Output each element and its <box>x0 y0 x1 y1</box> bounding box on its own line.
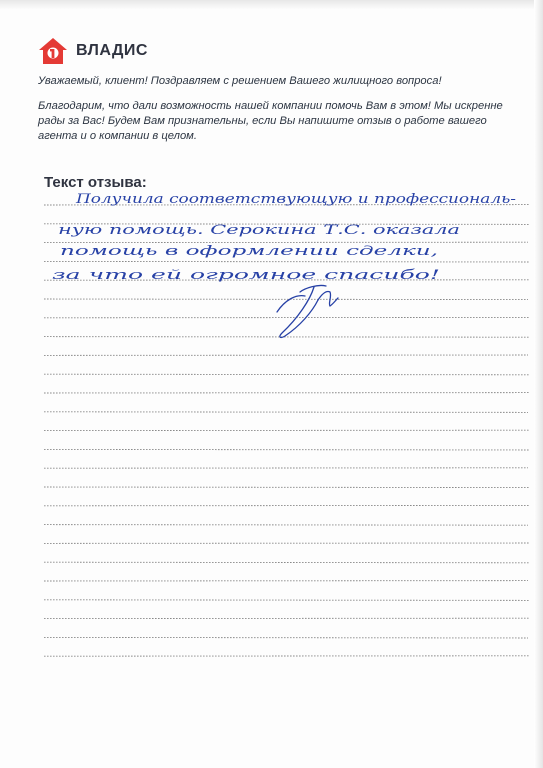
handwritten-line: помощь в оформлении сделки, <box>60 244 438 259</box>
ruled-line <box>44 374 530 375</box>
ruled-line <box>44 562 529 563</box>
ruled-line <box>44 487 530 488</box>
intro-greeting: Уважаемый, клиент! Поздравляем с решением Вашего жилищного вопроса! <box>38 75 442 87</box>
ruled-line <box>44 299 528 300</box>
ruled-line <box>44 600 530 601</box>
handwritten-line: за что ей огромное спасибо! <box>52 268 440 283</box>
ruled-line <box>44 261 530 262</box>
handwritten-line: ную помощь. Серокина Т.С. оказала <box>58 223 460 238</box>
brand-name: ВЛАДИС <box>76 42 148 59</box>
ruled-line <box>44 224 529 225</box>
ruled-line <box>44 449 529 450</box>
ruled-line <box>44 337 529 338</box>
ruled-line <box>44 412 528 413</box>
handwritten-line: Получила соответствующую и профессиональ- <box>74 192 517 207</box>
intro-body: Благодарим, что дали возможность нашей компании помочь Вам в этом! Мы искренне рады за Вас! Будем Вам признательны, если Вы напишите отзыв о работе вашего агента и о компании в целом. <box>38 100 503 142</box>
ruled-line <box>44 525 528 526</box>
review-heading: Текст отзыва: <box>44 174 147 191</box>
ruled-line <box>44 637 528 638</box>
scan-fold-shadow <box>534 0 543 768</box>
